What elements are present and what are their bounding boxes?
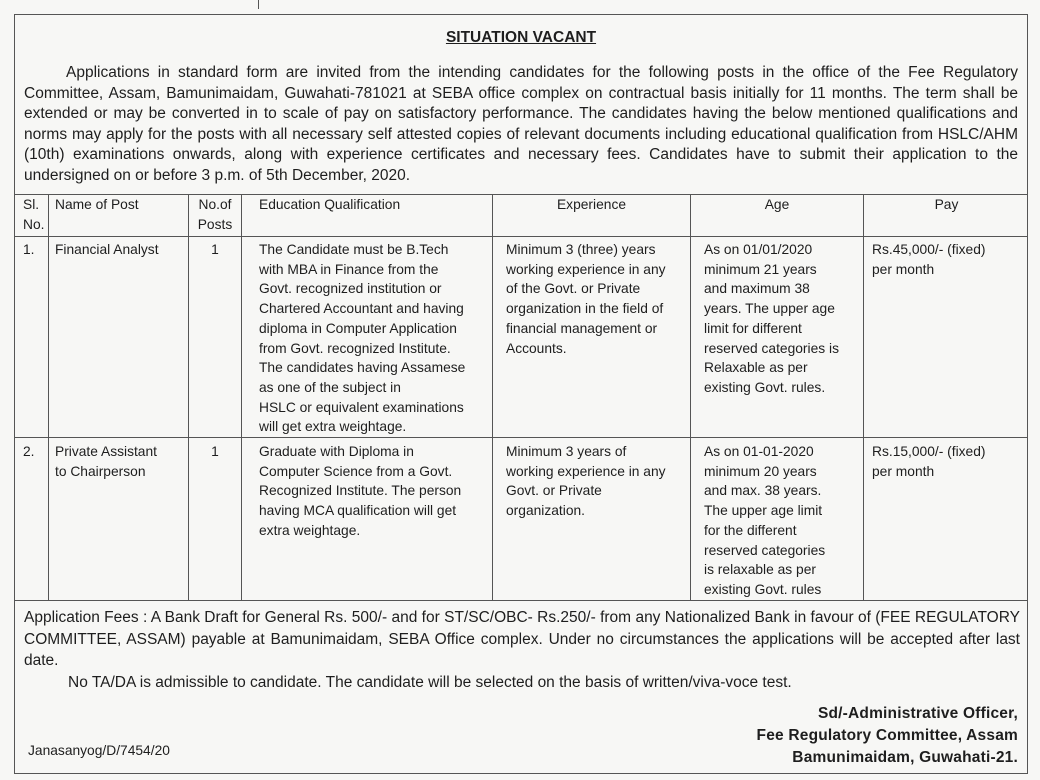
reference-code: Janasanyog/D/7454/20 bbox=[28, 743, 170, 758]
table-bottom-rule bbox=[15, 600, 1027, 601]
row2-age: As on 01-01-2020 minimum 20 years and max. 38 years. The upper age limit for the different reserved categories is relaxable as per existing Govt. rules bbox=[704, 444, 826, 597]
table-row-rule bbox=[15, 437, 1027, 438]
col-divider-5 bbox=[690, 194, 691, 600]
signature-line-1: Sd/-Administrative Officer, bbox=[817, 705, 1018, 722]
row1-age: As on 01/01/2020 minimum 21 years and maximum 38 years. The upper age limit for different reserved categories is Relaxable as per existing Govt. rules. bbox=[704, 242, 839, 395]
row2-education: Graduate with Diploma in Computer Science from a Govt. Recognized Institute. The person having MCA qualification will get extra weightage. bbox=[259, 444, 462, 538]
ad-title: SITUATION VACANT bbox=[445, 29, 597, 46]
header-post-name: Name of Post bbox=[55, 197, 139, 212]
signature-block bbox=[757, 703, 1018, 769]
row2-posts: 1 bbox=[211, 444, 219, 459]
header-education: Education Qualification bbox=[259, 197, 401, 212]
row1-education: The Candidate must be B.Tech with MBA in Finance from the Govt. recognized institution or Chartered Accountant and having diploma in Computer Application from Govt. recognized Institute. The candidates having Assamese as one of the subject in HSLC or equivalent examinations will get extra weightage. bbox=[259, 242, 466, 435]
col-divider-1 bbox=[48, 194, 49, 600]
tada-paragraph: No TA/DA is admissible to candidate. The candidate will be selected on the basis of written/viva-voce test. bbox=[68, 674, 792, 691]
header-no-of-posts: No.of Posts bbox=[197, 197, 233, 232]
row1-post: Financial Analyst bbox=[55, 242, 159, 257]
signature-line-3: Bamunimaidam, Guwahati-21. bbox=[792, 749, 1018, 766]
application-fees-paragraph: Application Fees : A Bank Draft for General Rs. 500/- and for ST/SC/OBC- Rs.250/- from any Nationalized Bank in favour of (FEE REGULATORY COMMITTEE, ASSAM) payable at Bamunimaidam, SEBA Office complex. Under no circumstances the applications will be accepted after last date. bbox=[24, 609, 1020, 669]
table-header-rule bbox=[15, 236, 1027, 237]
header-sl-no: Sl. No. bbox=[23, 197, 45, 232]
row1-experience: Minimum 3 (three) years working experience in any of the Govt. or Private organization in the field of financial management or Accounts. bbox=[506, 242, 666, 356]
signature-line-2: Fee Regulatory Committee, Assam bbox=[756, 727, 1018, 744]
row2-post: Private Assistant to Chairperson bbox=[55, 444, 157, 479]
row1-sl: 1. bbox=[23, 242, 35, 257]
ad-heading bbox=[15, 28, 1027, 47]
row2-pay: Rs.15,000/- (fixed) per month bbox=[872, 444, 986, 479]
col-divider-3 bbox=[241, 194, 242, 600]
header-pay: Pay bbox=[934, 197, 959, 212]
header-experience: Experience bbox=[556, 197, 627, 212]
row2-sl: 2. bbox=[23, 444, 35, 459]
row2-experience: Minimum 3 years of working experience in any Govt. or Private organization. bbox=[506, 444, 666, 519]
row1-posts: 1 bbox=[211, 242, 219, 257]
row1-pay: Rs.45,000/- (fixed) per month bbox=[872, 242, 986, 277]
col-divider-4 bbox=[492, 194, 493, 600]
header-age: Age bbox=[764, 197, 790, 212]
advertisement-frame bbox=[14, 14, 1028, 774]
top-divider-mark bbox=[258, 0, 259, 9]
col-divider-6 bbox=[863, 194, 864, 600]
intro-paragraph: Applications in standard form are invited from the intending candidates for the following posts in the office of the Fee Regulatory Committee, Assam, Bamunimaidam, Guwahati-781021 at SEBA office complex on contractual basis initially for 11 months. The term shall be extended or may be converted in to scale of pay on satisfactory performance. The candidates having the below mentioned qualifications and norms may apply for the posts with all necessary self attested copies of relevant documents including educational qualification from HSLC/AHM (10th) examinations onwards, along with experience certificates and necessary fees. Candidates have to submit their application to the undersigned on or before 3 p.m. of 5th December, 2020. bbox=[24, 64, 1018, 184]
